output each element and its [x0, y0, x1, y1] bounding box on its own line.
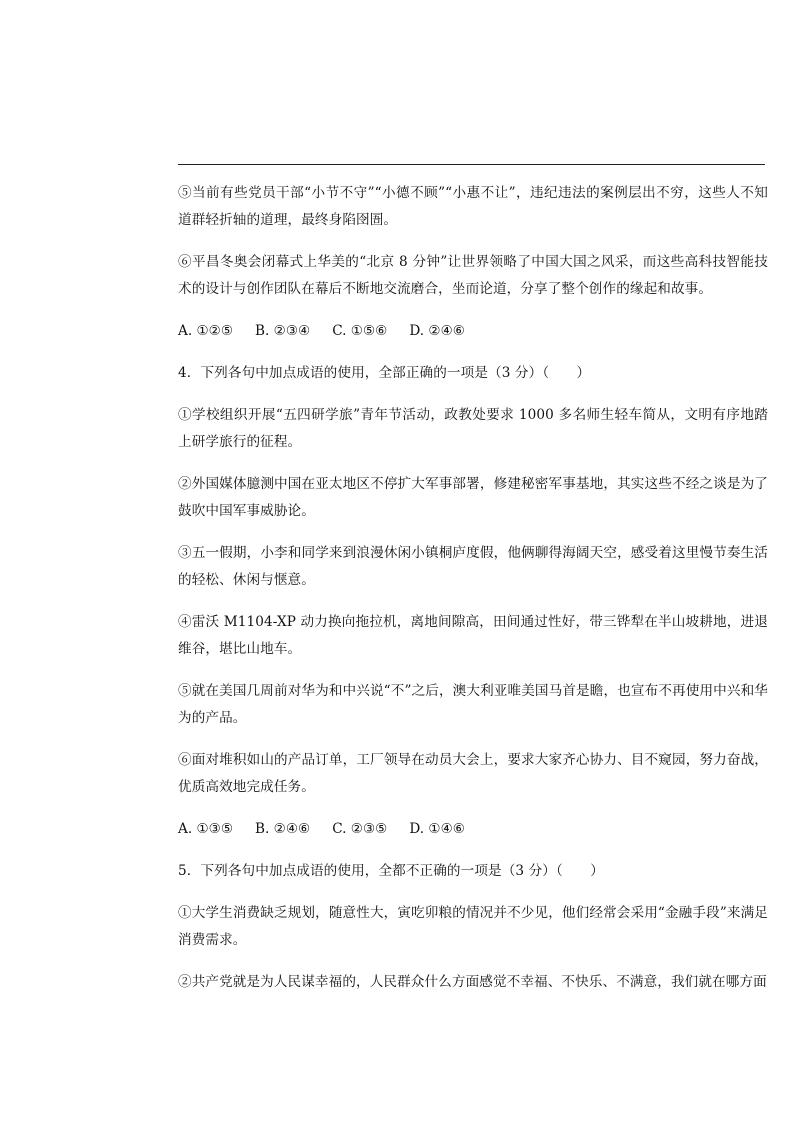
option-b: B. ②③④	[255, 323, 311, 339]
item-5-party-cadres: ⑤当前有些党员干部“小节不守”“小德不顾”“小惠不让”，违纪违法的案例层出不穷，这些人不知道群轻折轴的道理，最终身陷囹圄。	[178, 185, 768, 228]
header-rule	[178, 164, 765, 165]
option-a: A. ①③⑤	[178, 821, 234, 837]
q4-item-2: ②外国媒体臆测中国在亚太地区不停扩大军事部署，修建秘密军事基地，其实这些不经之谈是为了鼓吹中国军事威胁论。	[178, 476, 768, 519]
option-c: C. ①⑤⑥	[332, 323, 388, 339]
q4-item-1: ①学校组织开展“五四研学旅”青年节活动，政教处要求 1000 多名师生轻车简从，文明有序地踏上研学旅行的征程。	[178, 407, 768, 450]
q5-item-2: ②共产党就是为人民谋幸福的，人民群众什么方面感觉不幸福、不快乐、不满意，我们就在哪方面	[178, 974, 767, 990]
option-d: D. ①④⑥	[409, 821, 465, 837]
option-c: C. ②③⑤	[332, 821, 388, 837]
q5-item-1: ①大学生消费缺乏规划，随意性大，寅吃卯粮的情况并不少见，他们经常会采用“金融手段”来满足消费需求。	[178, 905, 768, 948]
answer-options-q4	[178, 816, 768, 843]
q4-item-5: ⑤就在美国几周前对华为和中兴说“不”之后，澳大利亚唯美国马首是瞻，也宣布不再使用中兴和华为的产品。	[178, 683, 768, 726]
item-6-beijing-8-minutes: ⑥平昌冬奥会闭幕式上华美的“北京 8 分钟”让世界领略了中国大国之风采，而这些高科技智能技术的设计与创作团队在幕后不断地交流磨合，坐而论道，分享了整个创作的缘起和故事。	[178, 254, 768, 297]
answer-options-q3	[178, 318, 768, 345]
option-d: D. ②④⑥	[409, 323, 465, 339]
question-5-stem: 5．下列各句中加点成语的使用，全都不正确的一项是（3 分）（ ）	[178, 863, 604, 879]
q4-item-6: ⑥面对堆积如山的产品订单，工厂领导在动员大会上，要求大家齐心协力、目不窥园，努力奋战，优质高效地完成任务。	[178, 752, 768, 795]
page-body	[178, 180, 768, 1011]
question-4-stem: 4．下列各句中加点成语的使用，全部正确的一项是（3 分）（ ）	[178, 365, 591, 381]
q4-item-3: ③五一假期，小李和同学来到浪漫休闲小镇桐庐度假，他俩聊得海阔天空，感受着这里慢节奏生活的轻松、休闲与惬意。	[178, 545, 768, 588]
q4-item-4: ④雷沃 M1104-XP 动力换向拖拉机，离地间隙高，田间通过性好，带三铧犁在半山坡耕地，进退维谷，堪比山地车。	[178, 614, 768, 657]
option-a: A. ①②⑤	[178, 323, 234, 339]
option-b: B. ②④⑥	[255, 821, 311, 837]
